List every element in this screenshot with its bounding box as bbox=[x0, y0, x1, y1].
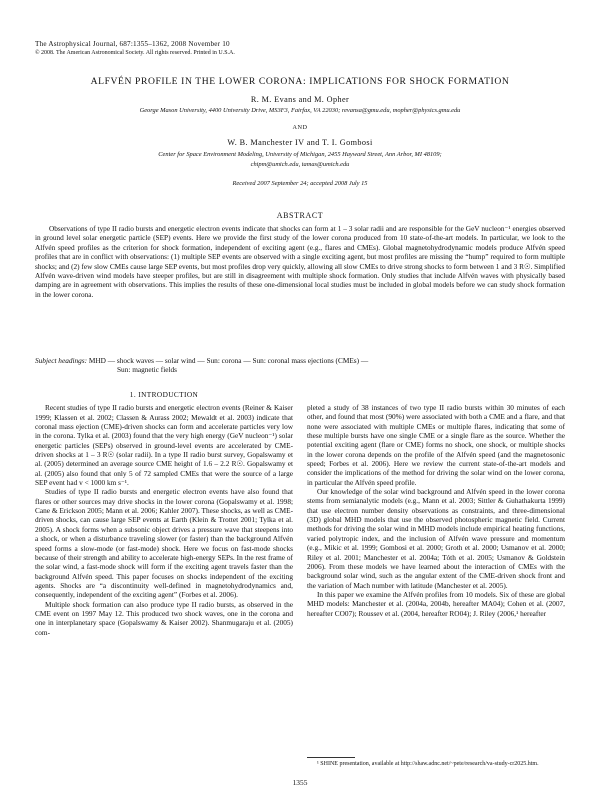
copyright-line: © 2008. The American Astronomical Society. All rights reserved. Printed in U.S.A. bbox=[35, 50, 235, 56]
received-dates: Received 2007 September 24; accepted 2008 July 15 bbox=[232, 180, 368, 187]
paper-title: ALFVÉN PROFILE IN THE LOWER CORONA: IMPLICATIONS FOR SHOCK FORMATION bbox=[90, 76, 510, 87]
footnote-divider bbox=[307, 757, 355, 758]
intro-paragraph-2: Studies of type II radio bursts and energetic electron events have also found that flares or other sources may drive shocks in the lower corona (Gopalswamy et al. 1998; Cane & Erickson 2005; Mann et al. 2006; Kahler 2007). These shocks, as well as CME-driven shocks, can cause large SEP events at Earth (Klein & Trottet 2001; Tylka et al. 2005). A shock forms when a subsonic object drives a pressure wave that steepens into a shock, or when a disturbance traveling slower (or faster) than the background Alfvén speed forms a slow-mode (or fast-mode) shock. Here we focus on fast-mode shocks because of their strength and ability to accelerate high-energy SEPs. In the rest frame of the solar wind, a fast-mode shock will form if the exciting agent travels faster than the background Alfvén speed. This paper focuses on shocks independent of the exciting agents. Shocks are “a discontinuity well-defined in magnetohydrodynamics and, consequently, independent of the exciting agent” (Forbes et al. 2006). bbox=[35, 487, 293, 600]
journal-citation: The Astrophysical Journal, 687:1355–1362, 2008 November 10 bbox=[35, 40, 230, 48]
intro-paragraph-3-cont: pleted a study of 38 instances of two type II radio bursts within 30 minutes of each other, and found that most (90%) were associated with both a CME and a flare, and that none were associated with multiple CMEs or multiple flares, indicating that some of these multiple bursts have one single CME or a single flare as the source. Whether the potential exciting agent (flare or CME) forms no shock, one shock, or multiple shocks in the lower corona depends on the profile of the Alfvén speed (and the magnetosonic speed; Forbes et al. 2006). Here we review the current state-of-the-art models and consider the implications of the method for driving the solar wind on the lower corona, in particular the Alfvén speed profile. bbox=[307, 403, 565, 487]
abstract-text: Observations of type II radio bursts and energetic electron events indicate that shocks can form at 1 – 3 solar radii and are responsible for the GeV nucleon⁻¹ energies observed in ground level solar energetic particle (SEP) events. Here we provide the first study of the lower corona produced from 10 state-of-the-art models. In particular, we look to the Alfvén speed profiles as the criterion for shock formation, independent of exciting agent (e.g., flares and CMEs). Global magnetohydrodynamic models produce Alfvén speed profiles that are in conflict with observations: (1) multiple SEP events are observed with a single exciting agent, but most profiles are missing the “hump” required to form multiple shocks; and (2) few slow CMEs cause large SEP events, but most profiles drop very quickly, allowing all slow CMEs to drive strong shocks to form between 1 and 3 R☉. Simplified Alfvén wave-driven wind models have steeper profiles, but are still in disagreement with multiple shock formation. Only studies that include Alfvén waves with physically based damping are in agreement with observations. This implies the results of these one-dimensional local studies must be included in global models before we can study shock formation in the lower corona. bbox=[35, 224, 565, 299]
and-separator: AND bbox=[292, 124, 308, 131]
intro-paragraph-3: Multiple shock formation can also produce type II radio bursts, as observed in the CME event on 1997 May 12. This produced two shock waves, one in the corona and one in interplanetary space (Gopalswamy & Kaiser 2002). Shanmugaraju et al. (2005) com- bbox=[35, 599, 293, 637]
subject-headings bbox=[35, 356, 565, 375]
intro-paragraph-5: In this paper we examine the Alfvén profiles from 10 models. Six of these are global MHD models: Manchester et al. (2004a, 2004b, hereafter MA04); Cohen et al. (2007, hereafter CO07); Roussev et al. (2004, hereafter RO04); J. Riley (2006,¹ hereafter bbox=[307, 589, 565, 618]
authors-group-2: W. B. Manchester IV and T. I. Gombosi bbox=[227, 138, 373, 147]
intro-paragraph-1: Recent studies of type II radio bursts and energetic electron events (Reiner & Kaiser 1999; Klassen et al. 2002; Classen & Aurass 2002; Mewaldt et al. 2003) indicate that coronal mass ejection (CME)-driven shocks can form and accelerate particles very low in the corona. Tylka et al. (2003) found that the very high energy (GeV nucleon⁻¹) solar energetic particles (SEPs) observed in ground-level events are accelerated by CME-driven shocks at 1 – 3 R☉ (solar radii). In a type II radio burst survey, Gopalswamy et al. (2005) determined an average source CME height of 1.6 – 2.2 R☉. Gopalswamy et al. (2005) also found that only 5 of 72 sampled CMEs that were the source of a large SEP event had v < 1000 km s⁻¹. bbox=[35, 403, 293, 488]
affiliation-2-line2: chipm@umich.edu, tamas@umich.edu bbox=[250, 160, 350, 168]
page-number: 1355 bbox=[292, 778, 308, 787]
section-heading-introduction: 1. INTRODUCTION bbox=[129, 390, 199, 399]
affiliation-2-line1: Center for Space Environment Modeling, University of Michigan, 2455 Hayward Street, Ann Arbor, MI 48109; bbox=[158, 151, 442, 158]
subject-headings-line2: Sun: magnetic fields bbox=[117, 365, 177, 375]
right-column bbox=[307, 403, 565, 618]
affiliation-2 bbox=[0, 150, 600, 169]
abstract-heading: ABSTRACT bbox=[276, 211, 324, 220]
left-column bbox=[35, 390, 293, 637]
authors-group-1: R. M. Evans and M. Opher bbox=[250, 95, 350, 104]
subject-headings-label: Subject headings: bbox=[35, 356, 88, 365]
footnote: ¹ SHINE presentation, available at http://shaw.adnc.net/~pete/research/va-study-cr2025.htm. bbox=[317, 761, 539, 767]
subject-headings-line1: MHD — shock waves — solar wind — Sun: corona — Sun: coronal mass ejections (CMEs) — bbox=[88, 356, 369, 365]
affiliation-1: George Mason University, 4400 University Drive, MS3F3, Fairfax, VA 22030; revansa@gmu.edu, mopher@physics.gmu.edu bbox=[139, 107, 461, 114]
intro-paragraph-4: Our knowledge of the solar wind background and Alfvén speed in the lower corona stems from semianalytic models (e.g., Mann et al. 2003; Sittler & Guhathakurta 1999) that use electron number density observations as constraints, and three-dimensional (3D) global MHD models that use the observed photospheric magnetic field. Current methods for driving the solar wind in MHD models include empirical heating functions, varied polytropic index, and the inclusion of Alfvén wave pressure and momentum (e.g., Mikic et al. 1999; Gombosi et al. 2000; Groth et al. 2000; Usmanov et al. 2000; Riley et al. 2001; Manchester et al. 2004a; Tóth et al. 2005; Usmanov & Goldstein 2006). From these models we have learned about the interaction of CMEs with the background solar wind, such as the angular extent of the CME-driven shock front and the variation of Mach number with latitude (Manchester et al. 2005). bbox=[307, 487, 565, 590]
